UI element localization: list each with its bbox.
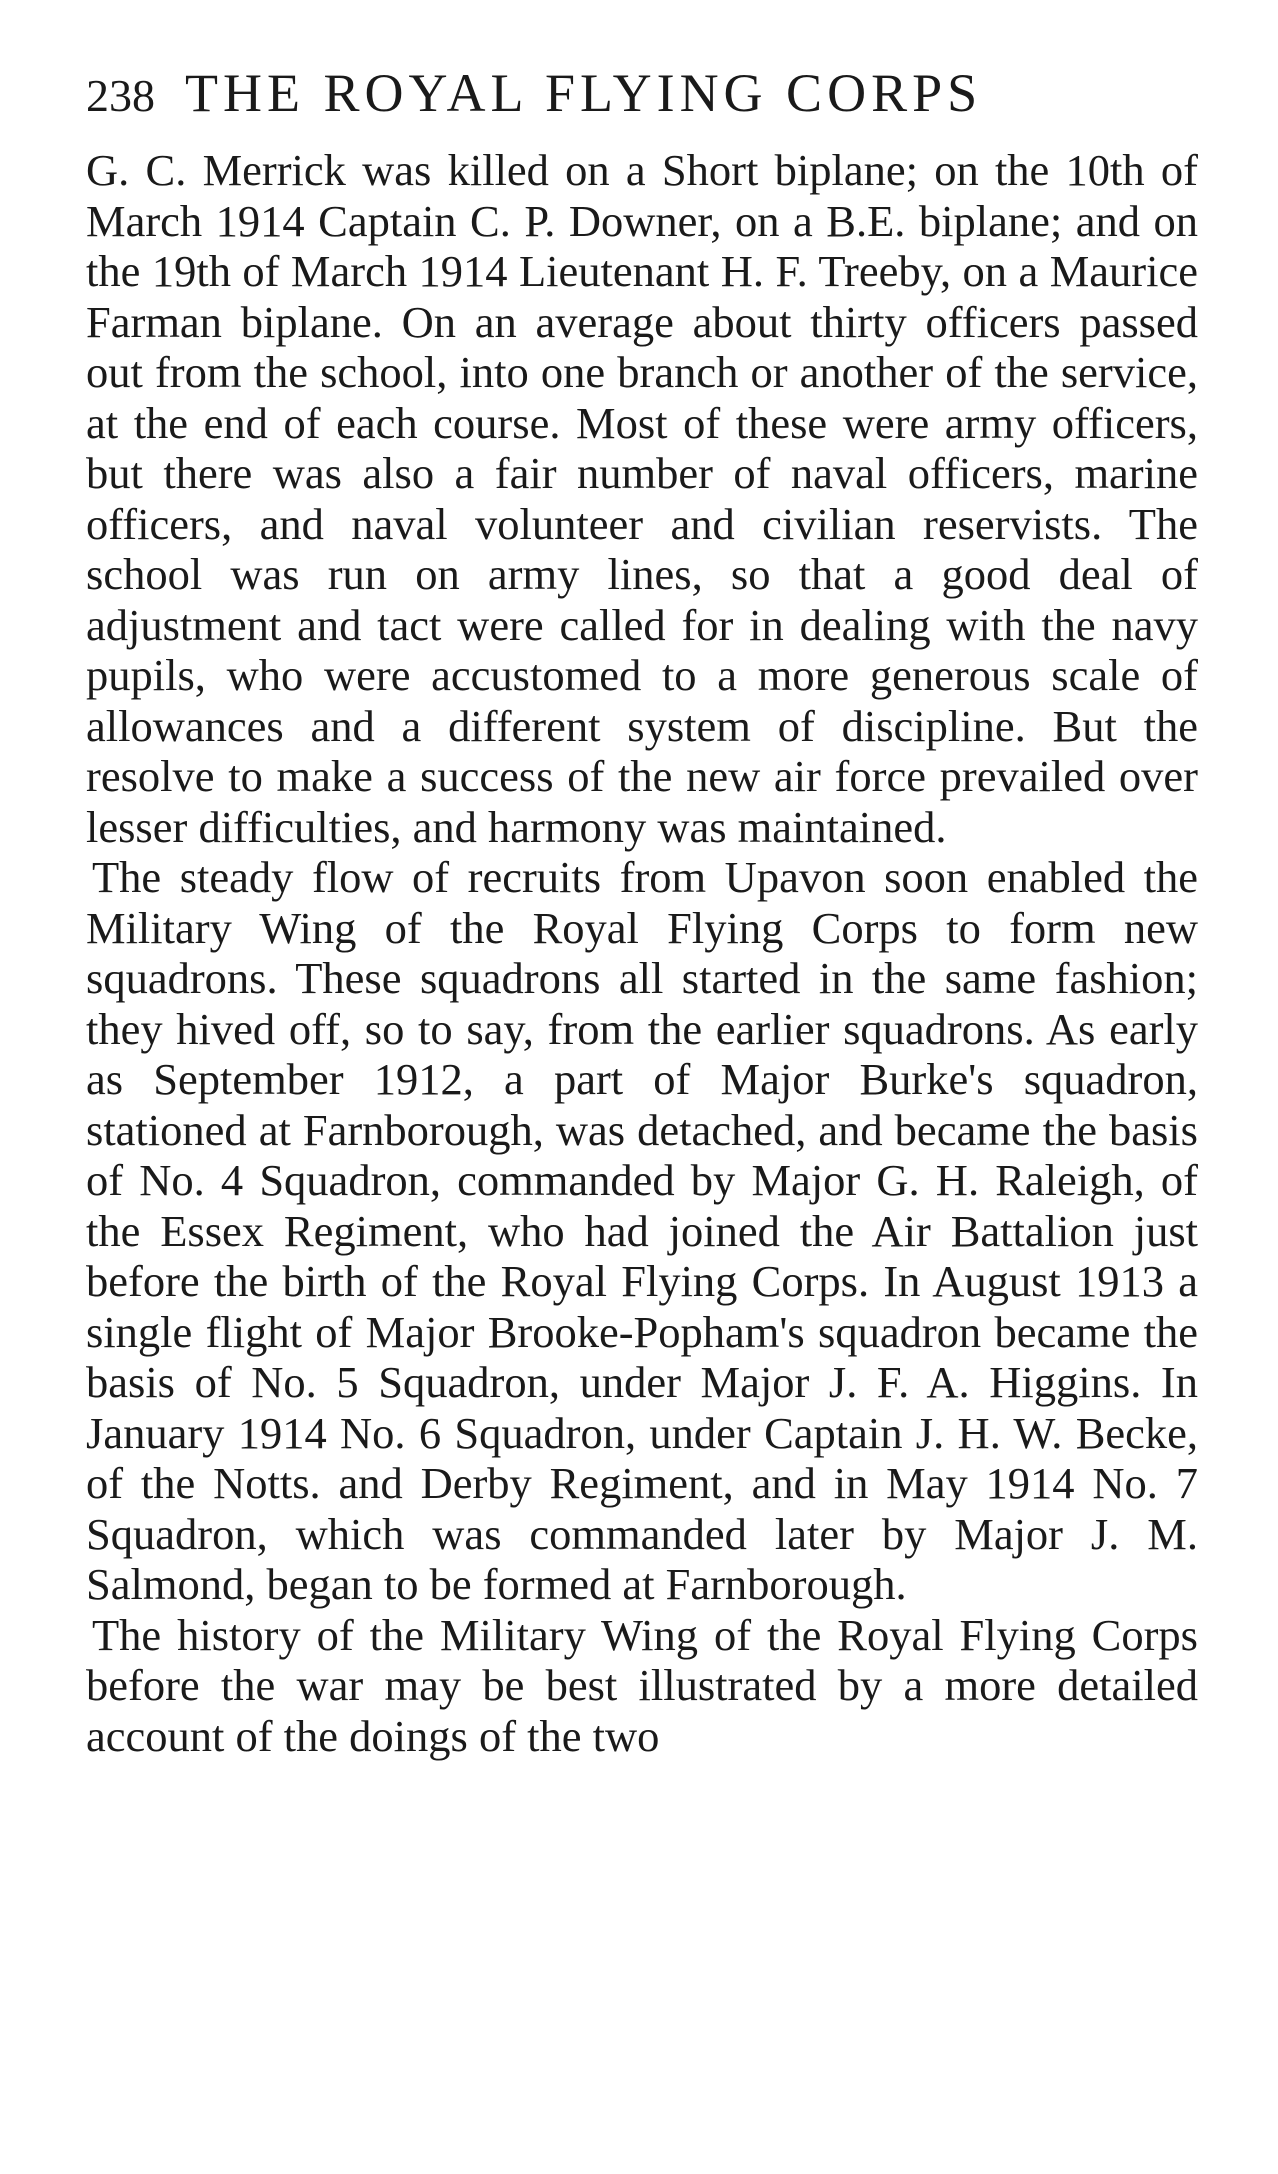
running-title: THE ROYAL FLYING CORPS [185, 63, 983, 123]
paragraph-continued: G. C. Merrick was killed on a Short biplane; on the 10th of March 1914 Captain C. P. Downer, on a B.E. biplane; and on the 19th of March 1914 Lieutenant H. F. Treeby, on a Maurice Farman biplane. On an average about thirty officers passed out from the school, into one branch or another of the service, at the end of each course. Most of these were army officers, but there was also a fair number of naval officers, marine officers, and naval volunteer and civilian reservists. The school was run on army lines, so that a good deal of adjustment and tact were called for in dealing with the navy pupils, who were accustomed to a more generous scale of allowances and a different system of discipline. But the resolve to make a success of the new air force prevailed over lesser difficulties, and harmony was maintained. [86, 145, 1198, 852]
body-text [86, 145, 1198, 1761]
paragraph-squadrons: The steady flow of recruits from Upavon soon enabled the Military Wing of the Royal Flying Corps to form new squadrons. These squadrons all started in the same fashion; they hived off, so to say, from the earlier squadrons. As early as September 1912, a part of Major Burke's squadron, stationed at Farnborough, was detached, and became the basis of No. 4 Squadron, commanded by Major G. H. Raleigh, of the Essex Regiment, who had joined the Air Battalion just before the birth of the Royal Flying Corps. In August 1913 a single flight of Major Brooke-Popham's squadron became the basis of No. 5 Squadron, under Major J. F. A. Higgins. In January 1914 No. 6 Squadron, under Captain J. H. W. Becke, of the Notts. and Derby Regiment, and in May 1914 No. 7 Squadron, which was commanded later by Major J. M. Salmond, began to be formed at Farnborough. [86, 852, 1198, 1609]
running-head [86, 58, 1206, 131]
page-number: 238 [86, 70, 155, 121]
paragraph-history: The history of the Military Wing of the Royal Flying Corps before the war may be best illustrated by a more detailed account of the doings of the two [86, 1609, 1198, 1761]
